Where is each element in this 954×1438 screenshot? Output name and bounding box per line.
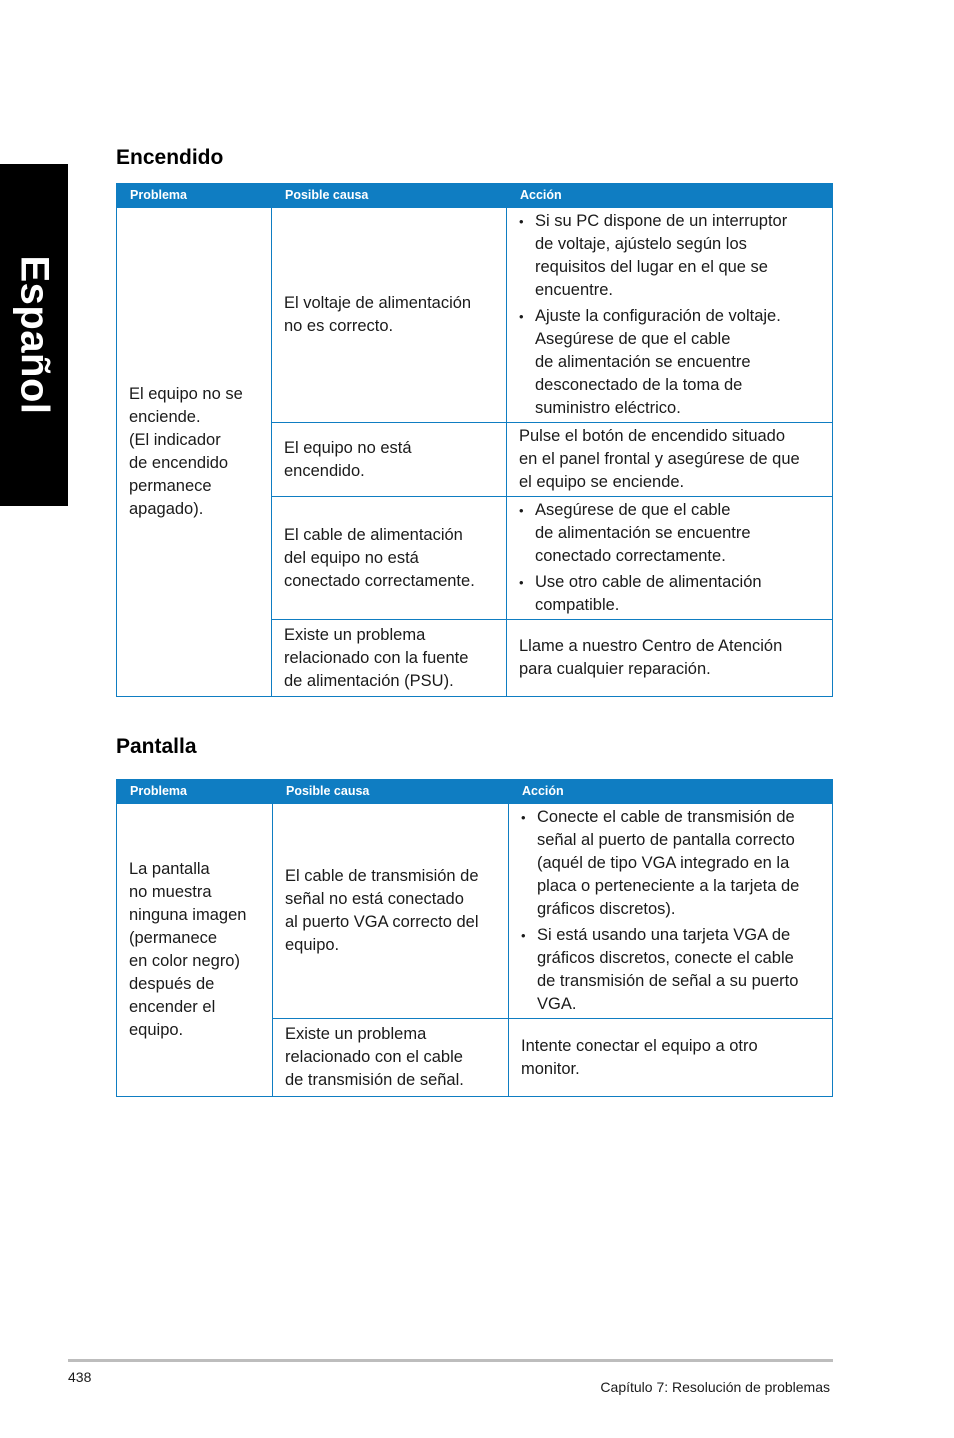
action-cell: [507, 208, 833, 423]
problem-line: no muestra: [129, 883, 212, 901]
action-list: [519, 499, 820, 617]
language-side-tab-label: Español: [12, 255, 57, 415]
header-problema: Problema: [117, 184, 272, 208]
problem-line: apagado).: [129, 500, 204, 518]
cause-line: de alimentación (PSU).: [284, 671, 454, 690]
cause-line: señal no está conectado: [285, 890, 464, 908]
action-line: • Asegúrese de que el cable: [535, 501, 731, 519]
cause-cell: [273, 804, 509, 1019]
footer-divider: [68, 1359, 833, 1362]
table-row: [117, 208, 833, 423]
action-line: • Ajuste la configuración de voltaje.: [535, 307, 781, 325]
problem-line: de encendido: [129, 454, 229, 472]
problem-line: El equipo no se: [129, 385, 243, 403]
cause-line: El voltaje de alimentación: [284, 294, 472, 312]
action-line: de voltaje, ajústelo según los: [535, 235, 747, 253]
cause-line: Existe un problema: [285, 1025, 427, 1043]
list-item: [519, 210, 820, 302]
cause-line: El cable de alimentación: [284, 525, 463, 544]
cause-line: El cable de transmisión de: [285, 867, 479, 885]
action-line: para cualquier reparación.: [519, 660, 711, 678]
action-line: compatible.: [535, 596, 620, 614]
header-accion: Acción: [509, 780, 833, 804]
action-line: Pulse el botón de encendido situado: [519, 427, 786, 445]
action-line: de transmisión de señal a su puerto: [537, 972, 799, 990]
problem-line: enciende.: [129, 408, 201, 426]
list-item: [519, 571, 820, 617]
action-list: [519, 210, 820, 420]
action-line: de alimentación se encuentre: [535, 353, 751, 371]
action-line: VGA.: [537, 995, 577, 1013]
problem-line: en color negro): [129, 952, 240, 970]
problem-line: equipo.: [129, 1021, 184, 1039]
cause-line: El equipo no está: [284, 438, 412, 457]
problem-line: La pantalla: [129, 860, 210, 878]
action-line: desconectado de la toma de: [535, 376, 743, 394]
action-line: • Conecte el cable de transmisión de: [537, 808, 795, 826]
language-side-tab: [0, 164, 68, 506]
action-line: el equipo se enciende.: [519, 473, 685, 491]
cause-line: equipo.: [285, 936, 340, 954]
problem-line: encender el: [129, 998, 216, 1016]
cause-cell: [272, 497, 507, 620]
action-line: (aquél de tipo VGA integrado en la: [537, 854, 790, 872]
action-cell: [507, 423, 833, 497]
action-line: • Si está usando una tarjeta VGA de: [537, 926, 791, 944]
chapter-title: Capítulo 7: Resolución de problemas: [600, 1379, 830, 1395]
problem-line: permanece: [129, 477, 212, 495]
header-posible-causa: Posible causa: [273, 780, 509, 804]
cause-cell: [272, 208, 507, 423]
cause-line: no es correcto.: [284, 317, 394, 335]
cause-line: al puerto VGA correcto del: [285, 913, 479, 931]
page-number: 438: [68, 1369, 92, 1385]
action-line: placa o perteneciente a la tarjeta de: [537, 877, 800, 895]
action-line: • Use otro cable de alimentación: [535, 573, 762, 591]
list-item: [521, 924, 820, 1016]
list-item: [521, 806, 820, 921]
header-accion: Acción: [507, 184, 833, 208]
problem-line: después de: [129, 975, 215, 993]
cause-line: del equipo no está: [284, 548, 419, 567]
cause-line: relacionado con la fuente: [284, 648, 469, 667]
action-line: Intente conectar el equipo a otro: [521, 1036, 758, 1055]
action-line: Asegúrese de que el cable: [535, 330, 731, 348]
cause-cell: [272, 423, 507, 497]
action-line: • Si su PC dispone de un interruptor: [535, 212, 788, 230]
action-line: monitor.: [521, 1059, 580, 1078]
action-line: de alimentación se encuentre: [535, 524, 751, 542]
problem-cell: [117, 804, 273, 1097]
header-posible-causa: Posible causa: [272, 184, 507, 208]
section-title-encendido: Encendido: [116, 146, 224, 169]
problem-line: (permanece: [129, 929, 218, 947]
action-line: señal al puerto de pantalla correcto: [537, 831, 795, 849]
action-line: encuentre.: [535, 281, 613, 299]
cause-line: encendido.: [284, 461, 365, 480]
action-line: suministro eléctrico.: [535, 399, 681, 417]
action-list: [521, 806, 820, 1016]
action-cell: [507, 620, 833, 697]
problem-line: ninguna imagen: [129, 906, 247, 924]
cause-cell: [272, 620, 507, 697]
cause-line: de transmisión de señal.: [285, 1071, 464, 1089]
table-header-row: [117, 184, 833, 208]
header-problema: Problema: [117, 780, 273, 804]
encendido-table: [116, 183, 833, 697]
list-item: [519, 499, 820, 568]
cause-line: relacionado con el cable: [285, 1048, 463, 1066]
cause-cell: [273, 1019, 509, 1097]
action-line: requisitos del lugar en el que se: [535, 258, 768, 276]
action-cell: [509, 1019, 833, 1097]
action-cell: [509, 804, 833, 1019]
pantalla-table: [116, 779, 833, 1097]
cause-line: conectado correctamente.: [284, 571, 475, 590]
action-line: gráficos discretos).: [537, 900, 676, 918]
action-line: Llame a nuestro Centro de Atención: [519, 637, 783, 655]
section-title-pantalla: Pantalla: [116, 735, 197, 758]
problem-cell: [117, 208, 272, 697]
problem-line: (El indicador: [129, 431, 221, 449]
cause-line: Existe un problema: [284, 625, 426, 644]
table-row: [117, 804, 833, 1019]
table-header-row: [117, 780, 833, 804]
action-line: conectado correctamente.: [535, 547, 726, 565]
action-cell: [507, 497, 833, 620]
action-line: en el panel frontal y asegúrese de que: [519, 450, 800, 468]
action-line: gráficos discretos, conecte el cable: [537, 949, 794, 967]
list-item: [519, 305, 820, 420]
